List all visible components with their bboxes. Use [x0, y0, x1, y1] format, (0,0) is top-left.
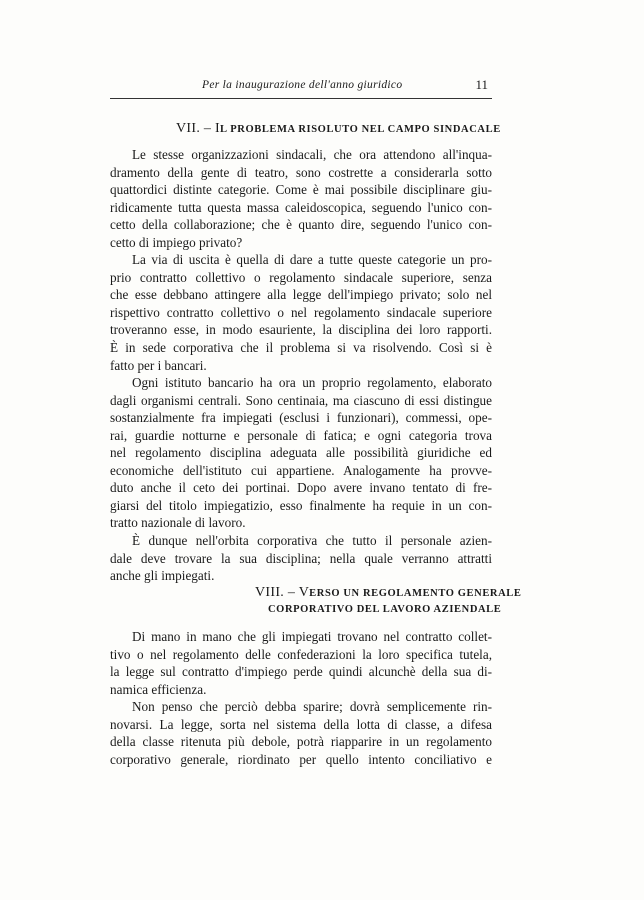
section-7-title: L PROBLEMA RISOLUTO NEL CAMPO SINDACALE [220, 124, 501, 135]
text-line: È dunque nell'orbita corporativa che tutto il personale azien- [132, 533, 492, 549]
text-line: dale deve trovare la sua disciplina; nella quale verranno attratti [110, 550, 492, 566]
running-title: Per la inaugurazione dell'anno giuridico [202, 79, 403, 91]
section-8-title-line2: CORPORATIVO DEL LAVORO AZIENDALE [268, 604, 502, 615]
text-line: dagli organismi centrali. Sono centinaia, ma ciascuno di essi distingue [110, 392, 492, 408]
text-line: tivo o nel regolamento delle confederazioni la loro specifica tutela, [110, 646, 492, 662]
text-line: namica efficienza. [110, 681, 207, 697]
section-7-body [110, 146, 492, 585]
text-line: Ogni istituto bancario ha ora un proprio regolamento, elaborato [132, 375, 492, 391]
text-line: quattordici distinte categorie. Come è mai possibile disciplinare giu- [110, 182, 492, 198]
text-line: economiche dell'istituto cui appartiene. Analogamente ha provve- [110, 462, 492, 478]
text-line: la legge sul contratto d'impiego perde quindi alcunchè della sua di- [110, 664, 492, 680]
text-line: troveranno esse, in modo esauriente, la disciplina dei loro rapporti. [110, 322, 492, 338]
text-line: dramento della gente di teatro, sono costrette a considerarla sotto [110, 164, 492, 180]
text-line: rispettivo contratto collettivo o nel regolamento sindacale superiore [110, 304, 492, 320]
text-line: fatto per i bancari. [110, 357, 207, 373]
text-line: tratto nazionale di lavoro. [110, 515, 246, 531]
text-line: Le stesse organizzazioni sindacali, che ora attendono all'inqua- [132, 147, 492, 162]
section-7-number: VII. – I [176, 121, 220, 136]
text-line: novarsi. La legge, sorta nel sistema della lotta di classe, a difesa [110, 716, 492, 732]
text-line: ridicamente tutta questa massa caleidoscopica, seguendo l'unico con- [110, 199, 492, 215]
page-number: 11 [475, 77, 488, 92]
text-line: della classe ritenuta più debole, potrà riapparire in un regolamento [110, 734, 492, 750]
text-line: Non penso che perciò debba sparire; dovrà semplicemente rin- [132, 699, 492, 715]
section-8-number: VIII. – V [255, 585, 310, 600]
running-header [110, 76, 492, 99]
text-line: anche gli impiegati. [110, 568, 215, 584]
text-line: È in sede corporativa che il problema si va risolvendo. Così si è [110, 340, 492, 356]
text-line: che esse debbano attingere alla legge dell'impiego privato; solo nel [110, 287, 492, 303]
section-7-heading [176, 121, 501, 137]
text-line: cetto di impiego privato? [110, 234, 243, 250]
text-line: prio contratto collettivo o regolamento sindacale superiore, senza [110, 269, 492, 285]
text-line: rai, guardie notturne e personale di fatica; e ogni categoria trova [110, 427, 492, 443]
text-line: cetto della collaborazione; che è quanto dire, seguendo l'unico con- [110, 217, 492, 233]
text-line: sostanzialmente fra impiegati (esclusi i funzionari), commessi, ope- [110, 410, 492, 426]
text-line: nel regolamento disciplina adeguata alle possibilità giuridiche ed [110, 445, 492, 461]
text-line: giarsi del titolo impiegatizio, esso finalmente ha requie in un con- [110, 497, 492, 513]
text-line: La via di uscita è quella di dare a tutte queste categorie un pro- [132, 252, 492, 268]
text-line: duto anche il ceto dei portinai. Dopo avere invano tentato di fre- [110, 480, 492, 496]
section-8-title-line1: ERSO UN REGOLAMENTO GENERALE [309, 588, 522, 599]
text-line: Di mano in mano che gli impiegati trovano nel contratto collet- [132, 629, 492, 644]
text-line: corporativo generale, riordinato per quello intento conciliativo e [110, 751, 492, 767]
section-8-body [110, 628, 492, 768]
section-8-heading [255, 585, 522, 601]
